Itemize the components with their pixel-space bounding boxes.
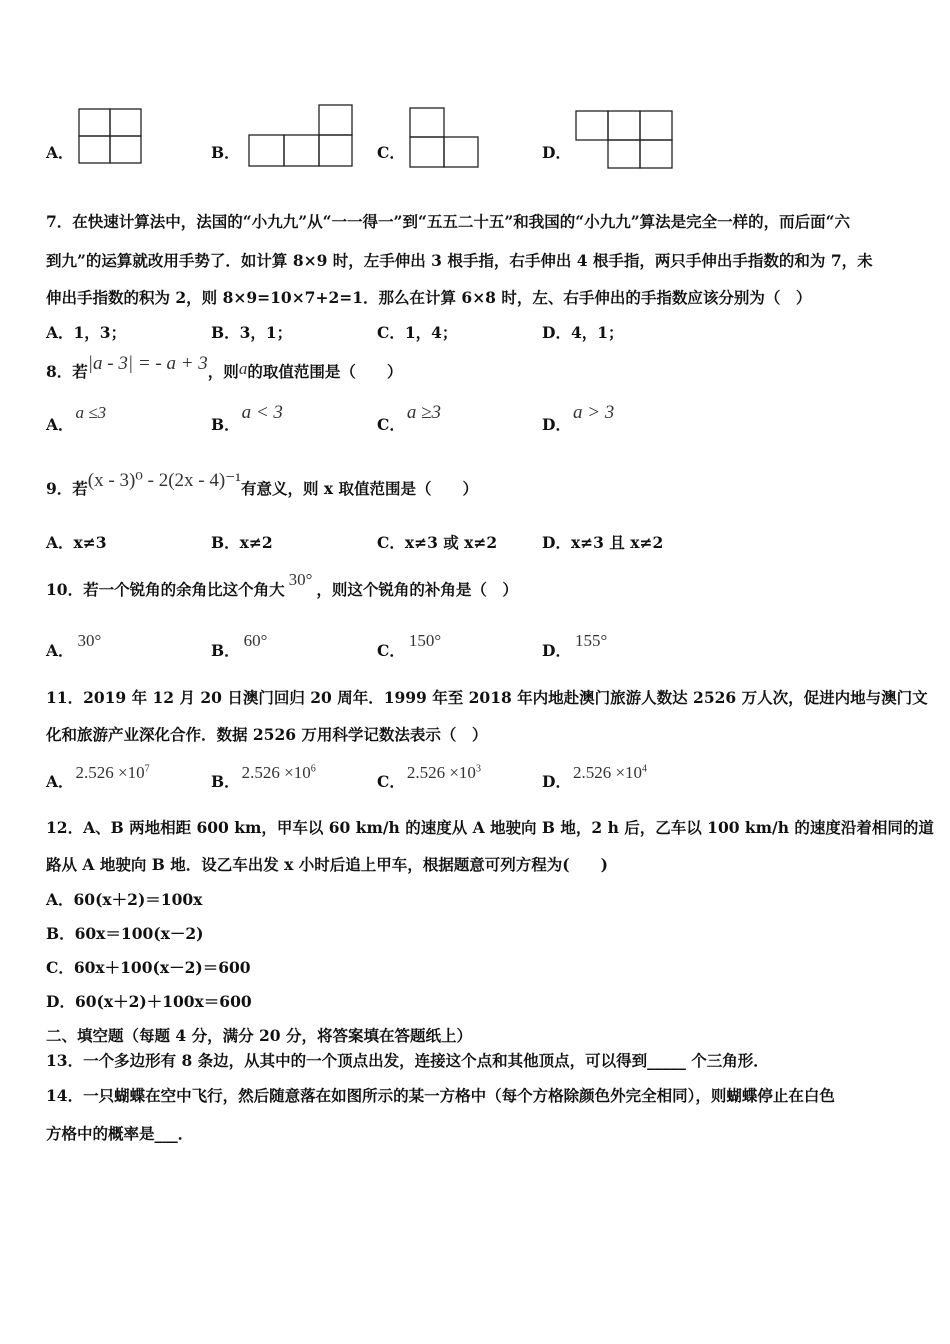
- q12-option-b[interactable]: B．60x＝100(x－2): [46, 924, 204, 943]
- q11-option-a-exponent: 7: [144, 763, 150, 775]
- q11-option-b-exponent: 6: [310, 763, 316, 775]
- q11-option-b[interactable]: [211, 763, 316, 792]
- square: [319, 105, 352, 135]
- q6-option-a-label[interactable]: A．: [46, 143, 74, 162]
- q11-option-a-expr: [76, 763, 150, 782]
- square: [608, 140, 640, 168]
- q11-option-d-label: D．: [542, 772, 571, 791]
- q12-line-2: 路从 A 地驶向 B 地．设乙车出发 x 小时后追上甲车，根据题意可列方程为( ): [46, 855, 608, 874]
- q6-option-d-figure: [575, 110, 675, 170]
- q9-option-b[interactable]: B．x≠2: [211, 533, 273, 552]
- q7-option-b[interactable]: B．3，1；: [211, 323, 293, 342]
- square: [110, 136, 141, 163]
- q6-option-c-label[interactable]: C．: [377, 143, 405, 162]
- q9-suffix: 有意义，则 x 取值范围是（ ）: [240, 479, 478, 498]
- q10-option-d[interactable]: [542, 631, 608, 661]
- q10-prefix: 10．若一个锐角的余角比这个角大: [46, 580, 285, 599]
- q11-option-d-base: 2.526 ×10: [572, 763, 643, 782]
- q8-option-b-label: B．: [211, 415, 240, 434]
- q11-option-b-expr: [242, 763, 316, 782]
- section-2-heading: 二、填空题（每题 4 分，满分 20 分，将答案填在答题纸上）: [46, 1026, 472, 1045]
- q9-option-c[interactable]: C．x≠3 或 x≠2: [377, 533, 498, 552]
- q8-option-c-expr: a ≥3: [406, 402, 442, 423]
- q9-option-d[interactable]: D．x≠3 且 x≠2: [542, 533, 664, 552]
- q11-option-a-label: A．: [46, 772, 74, 791]
- q8-suffix: 的取值范围是（ ）: [247, 362, 403, 381]
- q7-line-3: 伸出手指数的积为 2，则 8×9=10×7+2=1．那么在计算 6×8 时，左、右手伸出的手指数应该分别为（ ）: [46, 288, 812, 307]
- q14-line-2: 方格中的概率是___．: [46, 1124, 194, 1143]
- q8-middle: ，则: [207, 362, 239, 381]
- q10-option-c-label: C．: [377, 641, 405, 660]
- q10-option-c-expr: 150°: [408, 631, 442, 650]
- q7-option-a[interactable]: A．1，3；: [46, 323, 127, 342]
- q10-option-c[interactable]: [377, 631, 442, 661]
- q12-option-a[interactable]: A．60(x＋2)＝100x: [46, 890, 203, 909]
- q14-line-1: 14．一只蝴蝶在空中飞行，然后随意落在如图所示的某一方格中（每个方格除颜色外完全相同），则蝴蝶停止在白色: [46, 1086, 835, 1105]
- q8-option-d-label: D．: [542, 415, 571, 434]
- q12-line-1: 12．A、B 两地相距 600 km，甲车以 60 km/h 的速度从 A 地驶向 B 地，2 h 后，乙车以 100 km/h 的速度沿着相同的道: [46, 818, 934, 837]
- q7-option-c[interactable]: C．1，4；: [377, 323, 458, 342]
- q11-option-c-exponent: 3: [475, 763, 481, 775]
- square: [576, 111, 608, 140]
- q8-prefix: 8．若: [46, 362, 88, 381]
- square: [444, 137, 478, 167]
- q10-suffix: ，则这个锐角的补角是（ ）: [316, 580, 518, 599]
- square: [640, 140, 672, 168]
- q10-option-a-expr: 30°: [77, 631, 102, 650]
- q12-option-d[interactable]: D．60(x＋2)＋100x＝600: [46, 992, 252, 1011]
- q8-stem: [46, 353, 403, 383]
- q6-option-b-figure: [248, 104, 356, 168]
- q10-option-a-label: A．: [46, 641, 74, 660]
- square: [249, 135, 284, 166]
- q7-line-1: 7．在快速计算法中，法国的“小九九”从“一一得一”到“五五二十五”和我国的“小九九”算法是完全一样的，而后面“六: [46, 212, 851, 231]
- q11-option-b-base: 2.526 ×10: [241, 763, 311, 782]
- q6-option-b-label[interactable]: B．: [211, 143, 240, 162]
- q13-text: 13．一个多边形有 8 条边，从其中的一个顶点出发，连接这个点和其他顶点，可以得到_____ 个三角形．: [46, 1051, 769, 1070]
- q6-option-d-label[interactable]: D．: [542, 143, 571, 162]
- q8-option-a-expr: a ≤3: [75, 403, 107, 422]
- q9-formula: (x - 3)⁰ - 2(2x - 4)⁻¹: [87, 470, 241, 491]
- q8-option-d[interactable]: [542, 402, 615, 436]
- q11-option-d-exponent: 4: [642, 763, 648, 775]
- q8-option-a-label: A．: [46, 415, 74, 434]
- q10-angle: 30°: [288, 570, 313, 589]
- q7-line-2: 到九”的运算就改用手势了．如计算 8×9 时，左手伸出 3 根手指，右手伸出 4 根手指，两只手伸出手指数的和为 7，未: [46, 251, 873, 270]
- q8-option-d-expr: a > 3: [572, 402, 615, 423]
- q11-option-d-expr: [573, 763, 647, 782]
- q10-option-b-expr: 60°: [243, 631, 268, 650]
- q11-line-1: 11．2019 年 12 月 20 日澳门回归 20 周年．1999 年至 2018 年内地赴澳门旅游人数达 2526 万人次，促进内地与澳门文: [46, 688, 928, 707]
- q8-option-b[interactable]: [211, 402, 283, 436]
- q10-option-b-label: B．: [211, 641, 240, 660]
- q11-option-a[interactable]: [46, 763, 150, 792]
- q8-option-a[interactable]: [46, 403, 107, 435]
- q11-option-c[interactable]: [377, 763, 481, 792]
- q6-option-a-figure: [78, 108, 144, 166]
- square: [79, 109, 110, 136]
- q8-formula: |a - 3| = - a + 3: [87, 353, 208, 374]
- square: [410, 108, 444, 137]
- q9-stem: [46, 470, 478, 500]
- q8-option-c[interactable]: [377, 402, 442, 436]
- q12-option-c[interactable]: C．60x＋100(x－2)＝600: [46, 958, 251, 977]
- square: [410, 137, 444, 167]
- square: [284, 135, 319, 166]
- q11-option-a-base: 2.526 ×10: [75, 763, 145, 782]
- q11-option-d[interactable]: [542, 763, 648, 792]
- square: [79, 136, 110, 163]
- square: [319, 135, 352, 166]
- q10-option-d-label: D．: [542, 641, 571, 660]
- q10-stem: [46, 570, 518, 600]
- q9-prefix: 9．若: [46, 479, 88, 498]
- q7-option-d[interactable]: D．4，1；: [542, 323, 624, 342]
- square: [608, 111, 640, 140]
- q9-option-a[interactable]: A．x≠3: [46, 533, 107, 552]
- q11-option-c-expr: [407, 763, 481, 782]
- q8-variable: a: [238, 359, 248, 378]
- q11-option-b-label: B．: [211, 772, 240, 791]
- q11-option-c-label: C．: [377, 772, 405, 791]
- q6-option-c-figure: [409, 107, 481, 169]
- square: [640, 111, 672, 140]
- q10-option-b[interactable]: [211, 631, 268, 661]
- q11-line-2: 化和旅游产业深化合作．数据 2526 万用科学记数法表示（ ）: [46, 725, 488, 744]
- q8-option-b-expr: a < 3: [241, 402, 283, 423]
- square: [110, 109, 141, 136]
- q11-option-c-base: 2.526 ×10: [406, 763, 476, 782]
- q10-option-a[interactable]: [46, 631, 102, 661]
- q8-option-c-label: C．: [377, 415, 405, 434]
- q10-option-d-expr: 155°: [574, 631, 608, 650]
